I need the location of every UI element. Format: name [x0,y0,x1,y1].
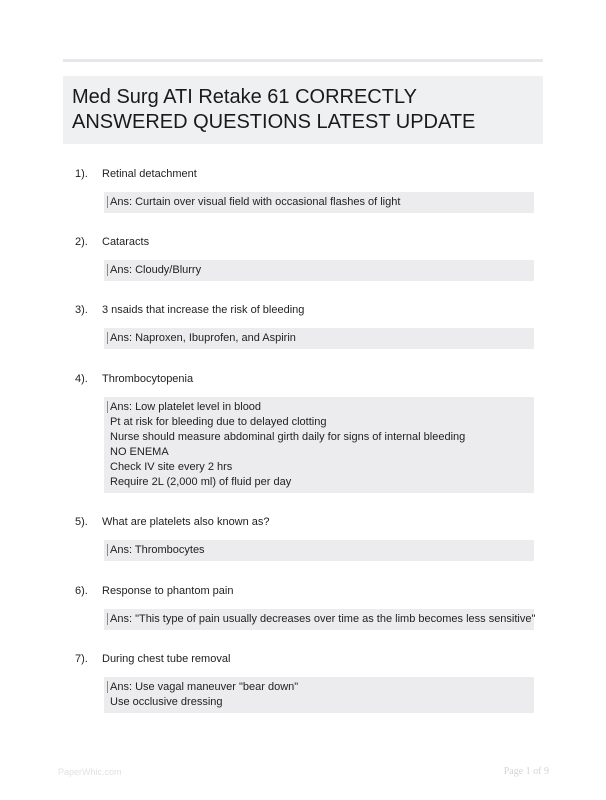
question-text: Cataracts [102,236,150,248]
question-text: Thrombocytopenia [102,373,194,385]
answer-line: Ans: Naproxen, Ibuprofen, and Aspirin [110,332,296,344]
question-number: 6). [75,585,88,597]
question-number: 2). [75,236,88,248]
question-text: What are platelets also known as? [102,516,270,528]
answer-line: NO ENEMA [110,446,169,458]
question-number: 7). [75,653,88,665]
question-number: 1). [75,168,88,180]
answer-box [104,677,534,713]
answer-line: Require 2L (2,000 ml) of fluid per day [110,476,292,488]
answer-box [104,328,534,349]
answer-box [104,540,534,561]
question-item-1 [75,166,545,208]
question-text: During chest tube removal [102,653,231,665]
title-banner [63,76,543,144]
question-item-3 [75,302,545,344]
answer-line: Ans: Curtain over visual field with occasional flashes of light [110,196,401,208]
question-number: 3). [75,304,88,316]
question-item-6 [75,583,545,625]
answer-box [104,609,534,630]
answer-line: Use occlusive dressing [110,696,223,708]
question-text: 3 nsaids that increase the risk of bleeding [102,304,305,316]
answer-box [104,192,534,213]
question-item-5 [75,514,545,556]
page-indicator: Page 1 of 9 [503,766,549,777]
question-text: Response to phantom pain [102,585,234,597]
answer-line: Check IV site every 2 hrs [110,461,233,473]
footer-watermark: PaperWhic.com [58,767,122,777]
question-item-4 [75,371,545,488]
answer-box [104,260,534,281]
answer-box [104,397,534,493]
question-item-7 [75,651,545,708]
answer-line: Ans: "This type of pain usually decreases over time as the limb becomes less sensitive" [110,613,536,625]
answer-line: Ans: Use vagal maneuver "bear down" [110,681,299,693]
answer-line: Pt at risk for bleeding due to delayed clotting [110,416,327,428]
question-text: Retinal detachment [102,168,197,180]
answer-line: Nurse should measure abdominal girth daily for signs of internal bleeding [110,431,466,443]
answer-line: Ans: Low platelet level in blood [110,401,262,413]
question-number: 4). [75,373,88,385]
question-number: 5). [75,516,88,528]
top-divider [63,59,543,62]
answer-line: Ans: Thrombocytes [110,544,205,556]
document-title: Med Surg ATI Retake 61 CORRECTLY ANSWERED QUESTIONS LATEST UPDATE [72,86,476,133]
question-item-2 [75,234,545,276]
answer-line: Ans: Cloudy/Blurry [110,264,202,276]
